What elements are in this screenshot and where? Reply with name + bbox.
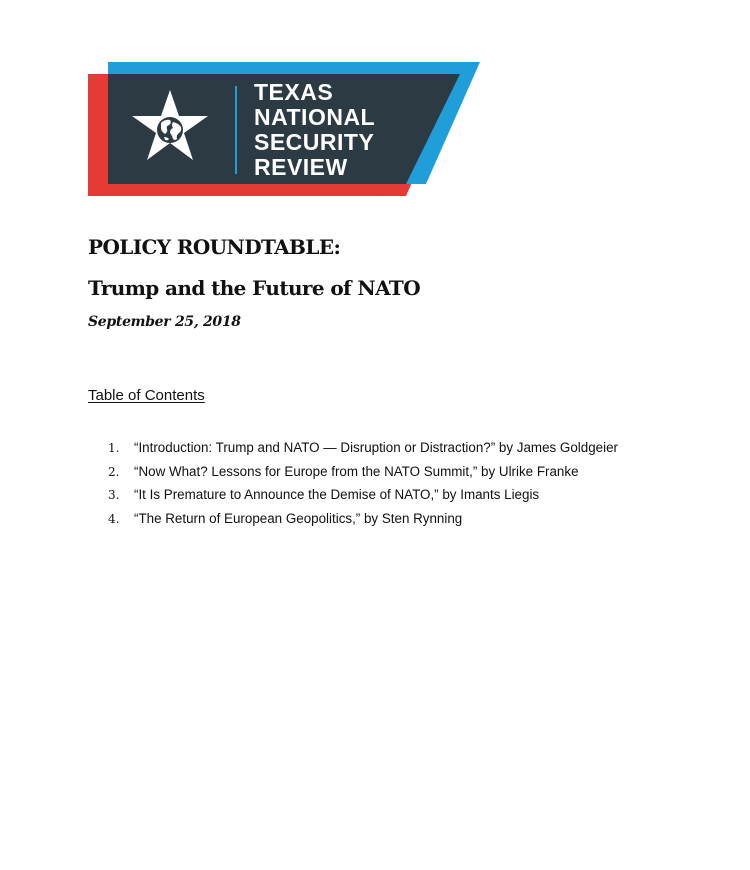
toc-item-number: 4. (108, 511, 120, 526)
logo-wordmark (254, 80, 375, 180)
toc-list (108, 438, 618, 532)
logo-line-texas: TEXAS (254, 79, 334, 105)
toc-item-text[interactable]: “It Is Premature to Announce the Demise of NATO,” by Imants Liegis (134, 487, 540, 502)
toc-heading: Table of Contents (88, 387, 205, 404)
tnsr-logo (88, 62, 480, 196)
toc-item-text[interactable]: “Introduction: Trump and NATO — Disruption or Distraction?” by James Goldgeier (134, 440, 618, 455)
publication-date: September 25, 2018 (88, 314, 241, 330)
toc-item-number: 3. (108, 488, 120, 502)
toc-item-number: 2. (108, 464, 120, 479)
logo-line-national: NATIONAL (254, 104, 376, 130)
document-title-secondary: Trump and the Future of NATO (88, 276, 421, 300)
document-title-primary: POLICY ROUNDTABLE: (88, 235, 341, 259)
toc-item[interactable] (108, 509, 618, 533)
logo-divider (235, 86, 237, 174)
toc-item-text[interactable]: “The Return of European Geopolitics,” by Sten Rynning (134, 510, 463, 526)
toc-item-number: 1. (108, 441, 120, 455)
logo-line-security: SECURITY (254, 129, 375, 155)
logo-line-review: REVIEW (254, 154, 348, 180)
toc-item-text[interactable]: “Now What? Lessons for Europe from the NATO Summit,” by Ulrike Franke (134, 463, 579, 479)
toc-item[interactable] (108, 438, 618, 462)
toc-item[interactable] (108, 485, 618, 509)
toc-item[interactable] (108, 462, 618, 486)
